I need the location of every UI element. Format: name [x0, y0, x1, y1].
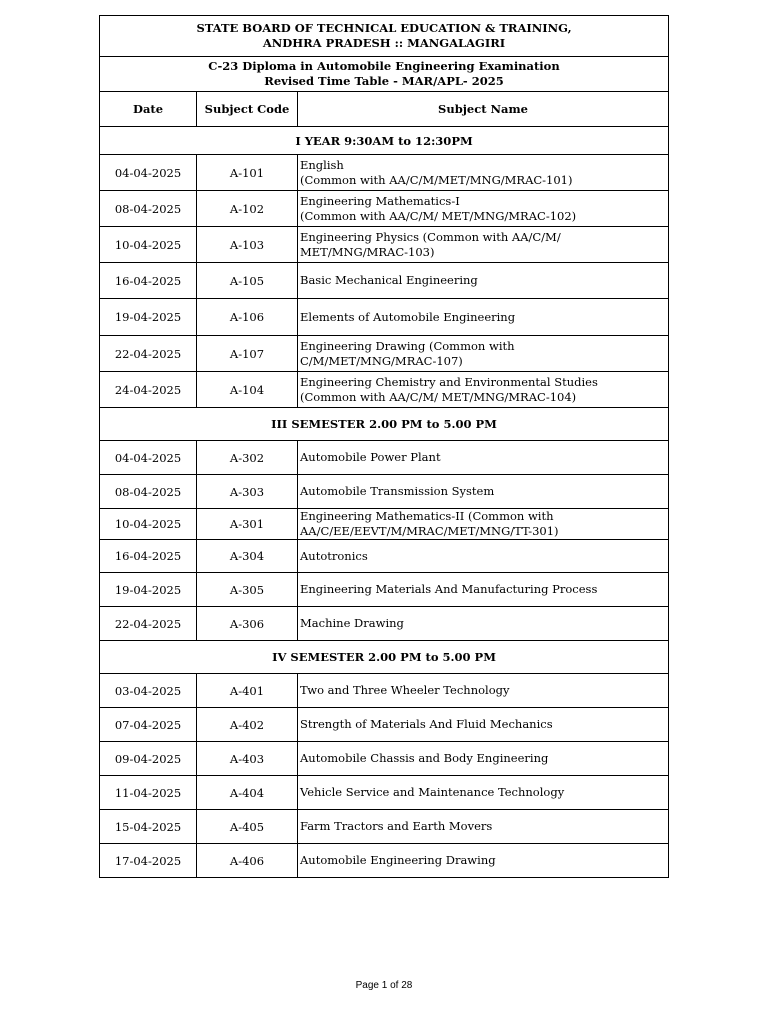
exam-title: [100, 57, 669, 92]
subject-name-note: (Common with AA/C/M/ MET/MNG/MRAC-104): [300, 389, 577, 404]
table-row: [100, 227, 669, 263]
subject-name-line: Engineering Chemistry and Environmental Studies: [300, 374, 598, 389]
column-header-code: Subject Code: [197, 92, 298, 127]
exam-date: 10-04-2025: [100, 509, 197, 540]
subject-code: A-107: [197, 336, 298, 372]
subject-code: A-104: [197, 372, 298, 408]
subject-code: A-404: [197, 776, 298, 810]
exam-date: 16-04-2025: [100, 263, 197, 299]
board-name: STATE BOARD OF TECHNICAL EDUCATION & TRAINING,: [196, 21, 572, 35]
subject-name-note: AA/C/EE/EEVT/M/MRAC/MET/MNG/TT-301): [300, 524, 559, 538]
exam-date: 19-04-2025: [100, 573, 197, 607]
exam-date: 08-04-2025: [100, 475, 197, 509]
subject-name-line: Automobile Power Plant: [300, 450, 441, 464]
subject-name-line: English: [300, 157, 344, 172]
subject-code: A-101: [197, 155, 298, 191]
subject-code: A-405: [197, 810, 298, 844]
subject-name: [298, 742, 669, 776]
subject-name: [298, 336, 669, 372]
subject-name: [298, 708, 669, 742]
subject-name-line: Farm Tractors and Earth Movers: [300, 819, 493, 833]
exam-date: 10-04-2025: [100, 227, 197, 263]
section-header-row: [100, 408, 669, 441]
subject-name: [298, 810, 669, 844]
subject-code: A-303: [197, 475, 298, 509]
subject-name-note: C/M/MET/MNG/MRAC-107): [300, 353, 463, 368]
exam-date: 11-04-2025: [100, 776, 197, 810]
subject-name-line: Two and Three Wheeler Technology: [300, 683, 510, 697]
column-header-row: [100, 92, 669, 127]
section-title: III SEMESTER 2.00 PM to 5.00 PM: [100, 408, 669, 441]
table-row: [100, 441, 669, 475]
section-title: I YEAR 9:30AM to 12:30PM: [100, 127, 669, 155]
board-title-row: [100, 16, 669, 57]
timetable-subtitle: Revised Time Table - MAR/APL- 2025: [264, 74, 504, 88]
subject-name: [298, 441, 669, 475]
exam-name: C-23 Diploma in Automobile Engineering Examination: [208, 59, 560, 73]
exam-date: 16-04-2025: [100, 540, 197, 573]
exam-date: 04-04-2025: [100, 155, 197, 191]
exam-date: 08-04-2025: [100, 191, 197, 227]
subject-code: A-402: [197, 708, 298, 742]
subject-name: [298, 607, 669, 641]
exam-title-row: [100, 57, 669, 92]
subject-name-line: Vehicle Service and Maintenance Technology: [300, 785, 565, 799]
subject-name-line: Engineering Materials And Manufacturing Process: [300, 582, 598, 596]
subject-code: A-403: [197, 742, 298, 776]
section-header-row: [100, 641, 669, 674]
board-location: ANDHRA PRADESH :: MANGALAGIRI: [262, 36, 506, 50]
exam-date: 03-04-2025: [100, 674, 197, 708]
subject-name: [298, 540, 669, 573]
column-header-name: Subject Name: [298, 92, 669, 127]
subject-name-line: Basic Mechanical Engineering: [300, 273, 478, 287]
subject-name: [298, 674, 669, 708]
subject-name-line: Machine Drawing: [300, 616, 404, 630]
subject-code: A-302: [197, 441, 298, 475]
table-row: [100, 810, 669, 844]
subject-code: A-305: [197, 573, 298, 607]
subject-name-line: Engineering Drawing (Common with: [300, 338, 515, 353]
table-row: [100, 509, 669, 540]
subject-code: A-406: [197, 844, 298, 878]
subject-code: A-306: [197, 607, 298, 641]
subject-code: A-301: [197, 509, 298, 540]
subject-name: [298, 299, 669, 336]
table-row: [100, 336, 669, 372]
subject-name-line: Engineering Mathematics-II (Common with: [300, 509, 554, 523]
subject-name-note: MET/MNG/MRAC-103): [300, 244, 435, 259]
subject-name-line: Automobile Chassis and Body Engineering: [300, 751, 549, 765]
table-row: [100, 674, 669, 708]
subject-name-note: (Common with AA/C/M/ MET/MNG/MRAC-102): [300, 208, 577, 223]
subject-name-line: Automobile Transmission System: [300, 484, 495, 498]
table-row: [100, 299, 669, 336]
table-row: [100, 708, 669, 742]
timetable-sheet: [99, 15, 668, 878]
subject-name: [298, 844, 669, 878]
exam-date: 04-04-2025: [100, 441, 197, 475]
exam-date: 22-04-2025: [100, 607, 197, 641]
subject-code: A-106: [197, 299, 298, 336]
subject-name-line: Elements of Automobile Engineering: [300, 309, 516, 324]
subject-code: A-105: [197, 263, 298, 299]
table-row: [100, 155, 669, 191]
subject-name-line: Autotronics: [300, 548, 368, 563]
subject-name-note: (Common with AA/C/M/MET/MNG/MRAC-101): [300, 172, 573, 187]
column-header-date: Date: [100, 92, 197, 127]
exam-date: 24-04-2025: [100, 372, 197, 408]
exam-date: 07-04-2025: [100, 708, 197, 742]
board-title: [100, 16, 669, 57]
exam-date: 15-04-2025: [100, 810, 197, 844]
timetable: [99, 15, 669, 878]
subject-name: [298, 509, 669, 540]
table-row: [100, 607, 669, 641]
exam-date: 17-04-2025: [100, 844, 197, 878]
subject-name: [298, 776, 669, 810]
subject-name-line: Strength of Materials And Fluid Mechanics: [300, 717, 553, 731]
table-row: [100, 742, 669, 776]
table-row: [100, 263, 669, 299]
table-row: [100, 540, 669, 573]
subject-name: [298, 475, 669, 509]
section-header-row: [100, 127, 669, 155]
subject-code: A-401: [197, 674, 298, 708]
table-row: [100, 191, 669, 227]
table-row: [100, 372, 669, 408]
subject-name: [298, 155, 669, 191]
exam-date: 22-04-2025: [100, 336, 197, 372]
section-title: IV SEMESTER 2.00 PM to 5.00 PM: [100, 641, 669, 674]
subject-name-line: Engineering Physics (Common with AA/C/M/: [300, 229, 561, 244]
subject-name: [298, 227, 669, 263]
subject-name-line: Engineering Mathematics-I: [300, 193, 460, 208]
table-row: [100, 844, 669, 878]
subject-code: A-102: [197, 191, 298, 227]
table-row: [100, 475, 669, 509]
exam-date: 19-04-2025: [100, 299, 197, 336]
subject-name: [298, 191, 669, 227]
exam-date: 09-04-2025: [100, 742, 197, 776]
table-row: [100, 573, 669, 607]
subject-code: A-304: [197, 540, 298, 573]
subject-name: [298, 573, 669, 607]
subject-name-line: Automobile Engineering Drawing: [300, 853, 496, 867]
subject-name: [298, 263, 669, 299]
table-row: [100, 776, 669, 810]
subject-code: A-103: [197, 227, 298, 263]
page-number: Page 1 of 28: [355, 980, 413, 991]
subject-name: [298, 372, 669, 408]
